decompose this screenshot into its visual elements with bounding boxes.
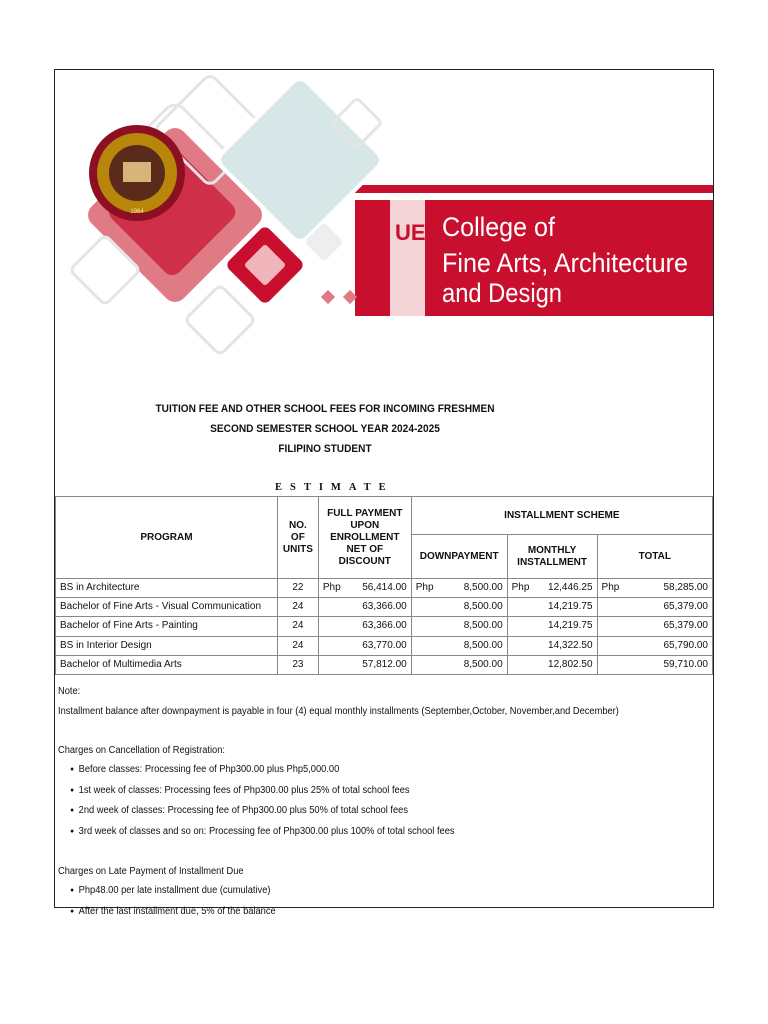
table-row: [56, 655, 713, 674]
notes-section: [58, 682, 708, 922]
college-banner: [55, 70, 713, 370]
header-program: PROGRAM: [56, 497, 278, 579]
downpayment-cell: Php 8,500.00: [411, 579, 507, 598]
monthly-cell: 14,219.75: [507, 617, 597, 636]
units-cell: 24: [277, 636, 318, 655]
ue-panel: [390, 200, 425, 316]
monthly-cell: 12,802.50: [507, 655, 597, 674]
units-cell: 24: [277, 598, 318, 617]
full-payment-cell: 63,366.00: [318, 598, 411, 617]
late-payment-item: ● Php48.00 per late installment due (cumulative): [58, 881, 663, 902]
header-downpayment: DOWNPAYMENT: [411, 535, 507, 579]
full-payment-cell: 57,812.00: [318, 655, 411, 674]
late-payment-item: ● After the last installment due, 5% of the balance: [58, 902, 663, 923]
table-row: [56, 598, 713, 617]
full-payment-cell: 63,366.00: [318, 617, 411, 636]
program-name: Bachelor of Fine Arts - Painting: [56, 617, 278, 636]
total-cell: 65,379.00: [597, 598, 712, 617]
estimate-label: ESTIMATE: [275, 482, 394, 493]
college-line-3: and Design: [442, 278, 562, 308]
total-cell: 65,790.00: [597, 636, 712, 655]
note-label: Note:: [58, 686, 81, 697]
program-name: Bachelor of Fine Arts - Visual Communication: [56, 598, 278, 617]
total-cell: Php 58,285.00: [597, 579, 712, 598]
cancellation-item: ● 2nd week of classes: Processing fee of Php300.00 plus 50% of total school fees: [58, 801, 663, 822]
college-seal-icon: [89, 125, 185, 221]
college-line-1: College of: [442, 212, 556, 242]
heading-line-1: TUITION FEE AND OTHER SCHOOL FEES FOR INCOMING FRESHMEN: [155, 403, 495, 415]
note-text: Installment balance after downpayment is payable in four (4) equal monthly installments (September,October, November,and December): [58, 705, 619, 717]
header-installment-scheme: INSTALLMENT SCHEME: [411, 497, 712, 535]
program-name: BS in Interior Design: [56, 636, 278, 655]
total-cell: 59,710.00: [597, 655, 712, 674]
downpayment-cell: 8,500.00: [411, 655, 507, 674]
units-cell: 24: [277, 617, 318, 636]
program-name: BS in Architecture: [56, 579, 278, 598]
cancellation-item: ● 1st week of classes: Processing fees of Php300.00 plus 25% of total school fees: [58, 781, 663, 802]
monthly-cell: Php 12,446.25: [507, 579, 597, 598]
downpayment-cell: 8,500.00: [411, 636, 507, 655]
heading-line-3: FILIPINO STUDENT: [278, 443, 372, 455]
svg-text:1964: 1964: [130, 209, 144, 215]
units-cell: 22: [277, 579, 318, 598]
cancellation-item: ● Before classes: Processing fee of Php300.00 plus Php5,000.00: [58, 760, 663, 781]
cancellation-item: ● 3rd week of classes and so on: Processing fee of Php300.00 plus 100% of total school fees: [58, 822, 663, 843]
fee-document: [54, 69, 714, 917]
table-row: [56, 617, 713, 636]
header-total: TOTAL: [597, 535, 712, 579]
header-monthly: MONTHLY INSTALLMENT: [507, 535, 597, 579]
table-row: [56, 636, 713, 655]
monthly-cell: 14,219.75: [507, 598, 597, 617]
total-cell: 65,379.00: [597, 617, 712, 636]
table-row: [56, 579, 713, 598]
cancellation-title: Charges on Cancellation of Registration:: [58, 744, 225, 756]
units-cell: 23: [277, 655, 318, 674]
college-line-2: Fine Arts, Architecture: [442, 248, 688, 278]
full-payment-cell: Php 56,414.00: [318, 579, 411, 598]
banner-stripe-top: [355, 185, 713, 193]
header-units: NO. OF UNITS: [277, 497, 318, 579]
ue-logo-text: UE: [395, 220, 426, 245]
heading-line-2: SECOND SEMESTER SCHOOL YEAR 2024-2025: [210, 423, 440, 435]
late-payment-title: Charges on Late Payment of Installment Due: [58, 865, 244, 877]
header-full-payment: FULL PAYMENT UPON ENROLLMENT NET OF DISCOUNT: [318, 497, 411, 579]
downpayment-cell: 8,500.00: [411, 598, 507, 617]
fee-table: [55, 496, 713, 675]
monthly-cell: 14,322.50: [507, 636, 597, 655]
full-payment-cell: 63,770.00: [318, 636, 411, 655]
program-name: Bachelor of Multimedia Arts: [56, 655, 278, 674]
downpayment-cell: 8,500.00: [411, 617, 507, 636]
